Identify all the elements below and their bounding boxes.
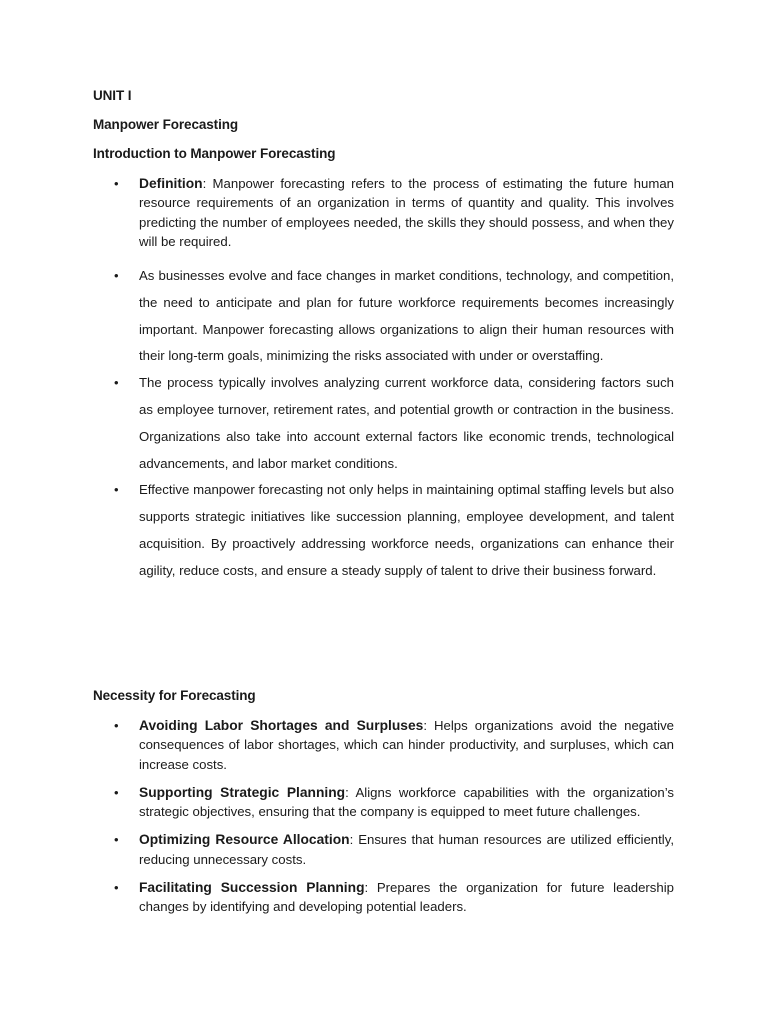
list-item [0, 878, 768, 917]
list-item [0, 830, 768, 869]
bullet-icon: • [114, 784, 119, 800]
definition-text: : Manpower forecasting refers to the process of estimating the future human resource requirements of an organization in terms of quantity and quality. This involves predicting the number of employees needed, the skills they should possess, and when they will be required. [139, 176, 674, 249]
list-item-text [139, 716, 674, 774]
list-item [0, 263, 768, 370]
intro-points-list [0, 263, 768, 585]
list-item-text: The process typically involves analyzing current workforce data, considering factors such as employee turnover, retirement rates, and potential growth or contraction in the business. Organizations also take into account external factors like economic trends, technological advancements, and labor market conditions. [139, 375, 674, 471]
necessity-term: Facilitating Succession Planning [139, 880, 365, 896]
necessity-heading: Necessity for Forecasting [93, 688, 256, 703]
list-item-text: Effective manpower forecasting not only helps in maintaining optimal staffing levels but also supports strategic initiatives like succession planning, employee development, and talent acquisition. By proactively addressing workforce needs, organizations can enhance their agility, reduce costs, and ensure a steady supply of talent to drive their business forward. [139, 482, 674, 578]
bullet-icon: • [114, 832, 119, 848]
necessity-text: : Prepares the organization for future leadership changes by identifying and developing potential leaders. [139, 880, 674, 915]
bullet-icon: • [114, 482, 119, 498]
list-item-text [139, 783, 674, 822]
list-item [0, 174, 768, 251]
bullet-icon: • [114, 176, 119, 191]
necessity-term: Supporting Strategic Planning [139, 784, 346, 800]
bullet-icon: • [114, 880, 119, 896]
intro-heading: Introduction to Manpower Forecasting [93, 146, 336, 161]
necessity-term: Avoiding Labor Shortages and Surpluses [139, 718, 424, 733]
list-item [0, 716, 768, 774]
list-item-text [139, 878, 674, 917]
list-item [0, 477, 768, 584]
bullet-icon: • [114, 718, 119, 733]
list-item-text [139, 174, 674, 251]
list-item [0, 783, 768, 822]
list-item-text: As businesses evolve and face changes in market conditions, technology, and competition, the need to anticipate and plan for future workforce requirements becomes increasingly important. Manpower forecasting allows organizations to align their human resources with their long-term goals, minimizing the risks associated with under or overstaffing. [139, 268, 674, 364]
bullet-icon: • [114, 268, 119, 283]
list-item [0, 370, 768, 477]
necessity-list [0, 716, 768, 917]
necessity-text: : Aligns workforce capabilities with the organization’s strategic objectives, ensuring that the company is equipped to meet future challenges. [139, 784, 674, 820]
section-title: Manpower Forecasting [93, 117, 239, 132]
necessity-text: : Ensures that human resources are utilized efficiently, reducing unnecessary costs. [139, 832, 675, 867]
necessity-text: : Helps organizations avoid the negative consequences of labor shortages, which can hinder productivity, and surpluses, which can increase costs. [139, 718, 675, 772]
bullet-icon: • [114, 375, 119, 391]
list-item-text [139, 830, 674, 869]
necessity-term: Optimizing Resource Allocation [139, 832, 350, 848]
definition-term: Definition [139, 176, 203, 191]
definition-list [0, 174, 768, 251]
unit-title: UNIT I [93, 88, 132, 103]
